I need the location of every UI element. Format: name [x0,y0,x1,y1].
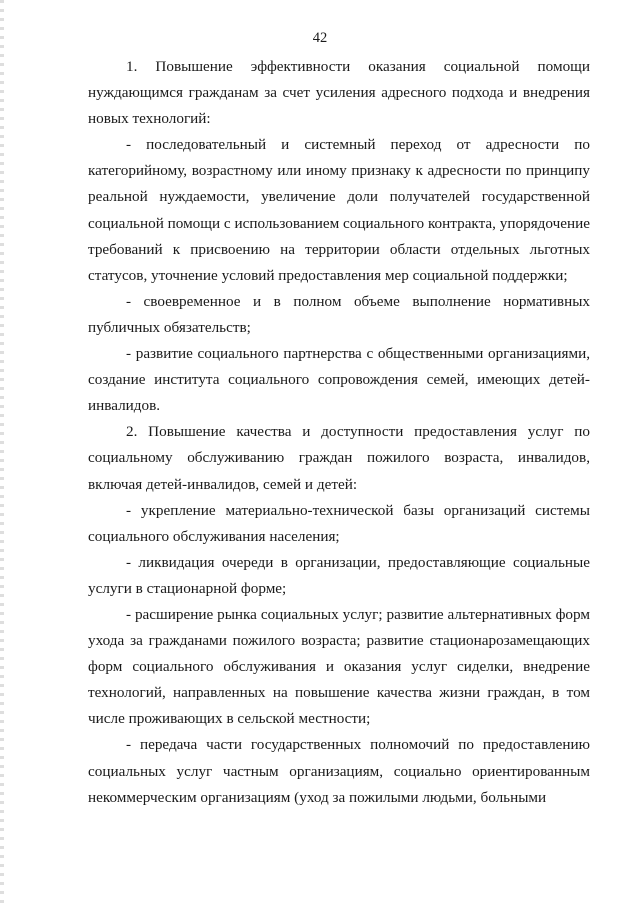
paragraph-item-public-obligations: - своевременное и в полном объеме выполнение нормативных публичных обязательств; [88,292,590,336]
paragraph-section-1-heading: 1. Повышение эффективности оказания социальной помощи нуждающимся гражданам за счет усиления адресного подхода и внедрения новых технологий: [88,58,590,128]
paragraph-item-queue-elimination: - ликвидация очереди в организации, предоставляющие социальные услуги в стационарной форме; [88,553,590,597]
paragraph-item-powers-transfer: - передача части государственных полномочий по предоставлению социальных услуг частным организациям, социально ориентированным некоммерческим организациям (уход за пожилыми людьми, больными [88,736,590,806]
paragraph-section-2-heading: 2. Повышение качества и доступности предоставления услуг по социальному обслуживанию граждан пожилого возраста, инвалидов, включая детей-инвалидов, семей и детей: [88,423,590,493]
paragraph-item-targeting-transition: - последовательный и системный переход от адресности по категорийному, возрастному или иному признаку к адресности по принципу реальной нуждаемости, увеличение доли получателей государственной социальной помощи с использованием социального контракта, упорядочение требований к присвоению на территории области отдельных льготных статусов, уточнение условий предоставления мер социальной поддержки; [88,136,590,284]
document-body [88,54,590,811]
paragraph-item-material-base: - укрепление материально-технической базы организаций системы социального обслуживания населения; [88,501,590,545]
page-number: 42 [312,30,328,46]
scan-edge-artifact [0,0,4,905]
paragraph-item-services-market: - расширение рынка социальных услуг; развитие альтернативных форм ухода за гражданами пожилого возраста; развитие стационарозамещающих форм социального обслуживания и оказания услуг сиделки, внедрение технологий, направленных на повышение качества жизни граждан, в том числе проживающих в сельской местности; [88,605,590,728]
paragraph-item-social-partnership: - развитие социального партнерства с общественными организациями, создание института социального сопровождения семей, имеющих детей-инвалидов. [88,345,590,415]
